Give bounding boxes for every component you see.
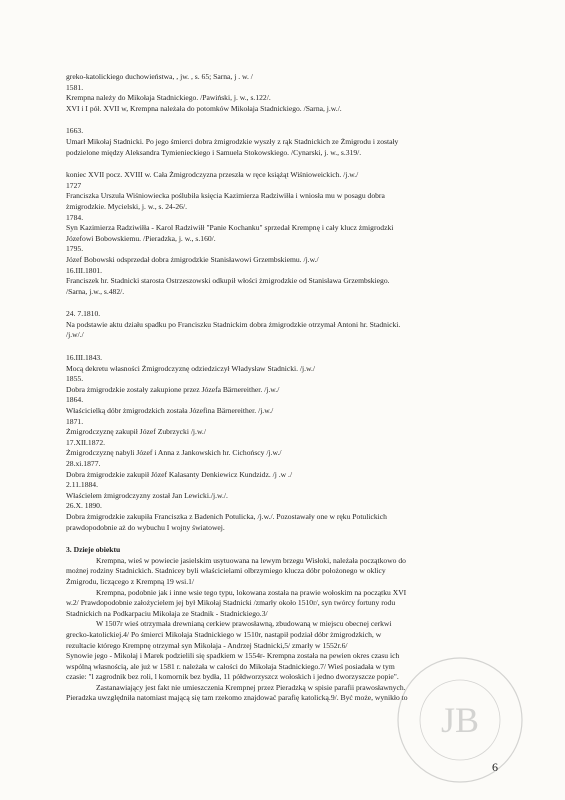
text-line: 1784. xyxy=(66,212,84,222)
text-line: Stadnickich na Podkarpaciu Mikołaja ze Stadnik - Stadnickiego.3/ xyxy=(66,608,268,618)
text-line: Franciszek hr. Stadnicki starosta Ostrzeszowski odkupił włości żmigrodzkie od Stanisława Grzembskiego. xyxy=(66,276,390,286)
text-line: Na podstawie aktu działu spadku po Franciszku Stadnickim dobra żmigrodzkie otrzymał Antoni hr. Stadnicki. xyxy=(66,319,401,329)
text-line: 28.xi.1877. xyxy=(66,459,101,468)
text-line: 1663. xyxy=(66,126,84,136)
paragraph-1 xyxy=(66,556,506,588)
text-line: Pieradzka uwzględniła natomiast mającą się tam rzekomo znajdować parafię katolicką.9/. Być może, wynikło to xyxy=(66,693,408,703)
text-line: 1871. xyxy=(66,416,84,426)
text-line: Żmigrodczyznę nabyli Józef i Anna z Jankowskich hr. Cichońscy /j.w./ xyxy=(66,448,282,458)
block-1843-1890 xyxy=(66,353,506,533)
text-line: 1864. xyxy=(66,395,84,405)
text-line: /j.w/./ xyxy=(66,330,84,340)
block-1581 xyxy=(66,72,506,114)
text-line: wspólną własnością, ale już w 1581 r. należała w całości do Mikołaja Stadnickiego.7/ Wieś posiadała w tym xyxy=(66,661,395,671)
page-number: 6 xyxy=(492,760,498,774)
text-line: Krempna należy do Mikołaja Stadnickiego. /Pawiński, j. w., s.122/. xyxy=(66,93,271,103)
text-line: Żmigrodczyznę zakupił Józef Zubrzycki /j.w./ xyxy=(66,427,206,437)
text-line: czasie: "l zagrodnik bez roli, l komornik bez bydła, 11 półdworzyszcz wołoskich i jedno dworzyszcze popie". xyxy=(66,672,399,682)
section-heading: 3. Dzieje obiektu xyxy=(66,545,121,555)
text-line: greko-katolickiego duchowieństwa, , jw. , s. 65; Sarna, j . w. / xyxy=(66,72,253,81)
text-line: rezultacie którego Krempnę otrzymał syn Mikołaja - Andrzej Stadnicki,5/ zmarły w 1552r.6/ xyxy=(66,640,348,650)
text-line: grecko-katolickiej.4/ Po śmierci Mikołaja Stadnickiego w 1510r, nastąpił podział dóbr żmigrodzkich, w xyxy=(66,629,382,639)
text-line: prawdopodobnie aż do wybuchu I wojny światowej. xyxy=(66,522,225,532)
text-line: Umarł Mikołaj Stadnicki. Po jego śmierci dobra żmigrodzkie wyszły z rąk Stadnickich ze Żmigrodu i zostały xyxy=(66,136,399,146)
svg-text:JB: JB xyxy=(440,700,480,740)
text-line: koniec XVII pocz. XVIII w. Cała Żmigrodczyzna przeszła w ręce książąt Wiśnioweickich. /j.w./ xyxy=(66,170,359,180)
text-line: Krempna, podobnie jak i inne wsie tego typu, lokowana została na prawie wołoskim na początku XVI xyxy=(96,587,407,597)
text-line: Synowie jego - Mikołaj i Marek podzielili się spadkiem w 1554r- Krempna została na pewien okres czasu ich xyxy=(66,651,400,661)
body-text xyxy=(66,72,506,704)
text-line: 17.XII.1872. xyxy=(66,437,106,447)
text-line: 1727 xyxy=(66,180,82,190)
text-line: Syn Kazimierza Radziwiłła - Karol Radziwiłł "Panie Kochanku" sprzedał Krempnę i cały klucz żmigrodzki xyxy=(66,223,394,233)
block-1810 xyxy=(66,309,506,341)
text-line: Józefowi Bobowskiemu. /Pieradzka, j. w., s.160/. xyxy=(66,233,216,243)
text-line: Józef Bobowski odsprzedał dobra żmigrodzkie Stanisławowi Grzembskiemu. /j.w./ xyxy=(66,254,319,264)
text-line: żmigrodzkie. Mycielski, j. w., s. 24-26/. xyxy=(66,201,187,211)
text-line: XVI i I pół. XVII w, Krempna należała do potomków Mikołaja Stadnickiego. /Sarna, j.w./. xyxy=(66,103,342,113)
text-line: 26.X. 1890. xyxy=(66,501,102,511)
text-line: Krempna, wieś w powiecie jasielskim usytuowana na lewym brzegu Wisłoki, należała początkowo do xyxy=(96,555,406,565)
text-line: 24. 7.1810. xyxy=(66,309,101,319)
text-line: podzielone między Aleksandra Tymienieckiego i Samuela Stokowskiego. /Cynarski, j. w., s.319/. xyxy=(66,147,362,157)
archive-stamp-icon xyxy=(390,650,530,790)
paragraph-2 xyxy=(66,588,506,620)
text-line: 1795. xyxy=(66,244,84,254)
text-line: Właścicielką dóbr żmigrodzkich została Józefina Bärnereither. /j.w./ xyxy=(66,406,274,416)
text-line: 16.III.1843. xyxy=(66,353,103,363)
text-line: W 1507r wieś otrzymała drewnianą cerkiew prawosławną, zbudowaną w miejscu obecnej cerkwi xyxy=(96,619,392,629)
text-line: Żmigrodu, liczącego z Krempną 19 wsi.1/ xyxy=(66,576,194,586)
block-1727-1801 xyxy=(66,170,506,297)
text-line: Dobra żmigrodzkie zakupiła Franciszka z Badenich Potulicka, /j.w./. Pozostawały one w ręku Potulickich xyxy=(66,511,387,521)
text-line: 1855. xyxy=(66,374,84,384)
text-line: /Sarna, j.w., s.482/. xyxy=(66,286,125,296)
text-line: Franciszka Urszula Wiśniowiecka poślubiła księcia Kazimierza Radziwiłła i wniosła mu w posagu dobra xyxy=(66,191,385,201)
text-line: Mocą dekretu własności Żmigrodczyznę odziedziczył Władysław Stadnicki. /j.w./ xyxy=(66,363,316,373)
text-line: 2.11.1884. xyxy=(66,480,98,490)
block-1663 xyxy=(66,126,506,158)
text-line: Zastanawiający jest fakt nie umieszczenia Krempnej przez Pieradzką w spisie parafii prawosławnych. xyxy=(96,682,406,692)
text-line: możnej rodziny Stadnickich. Stadnicey byli właścicielami olbrzymiego klucza dóbr położonego w oklicy xyxy=(66,566,386,576)
text-line: Dobra żmigrodzkie zostały zakupione przez Józefa Bärnereither. /j.w./ xyxy=(66,384,280,394)
text-line: Dobra żmigrodzkie zakupił Józef Kalasanty Denkiewicz Kundzidz. /j .w ./ xyxy=(66,469,293,479)
text-line: w.2/ Prawdopodobnie założycielem jej był Mikołaj Stadnicki /zmarły około 1510r/, syn twórcy fortuny rodu xyxy=(66,598,396,608)
text-line: 1581. xyxy=(66,82,84,92)
text-line: Właścielem żmigrodczyzny został Jan Lewicki./j.w./. xyxy=(66,490,228,500)
text-line: 16.III.1801. xyxy=(66,265,103,275)
